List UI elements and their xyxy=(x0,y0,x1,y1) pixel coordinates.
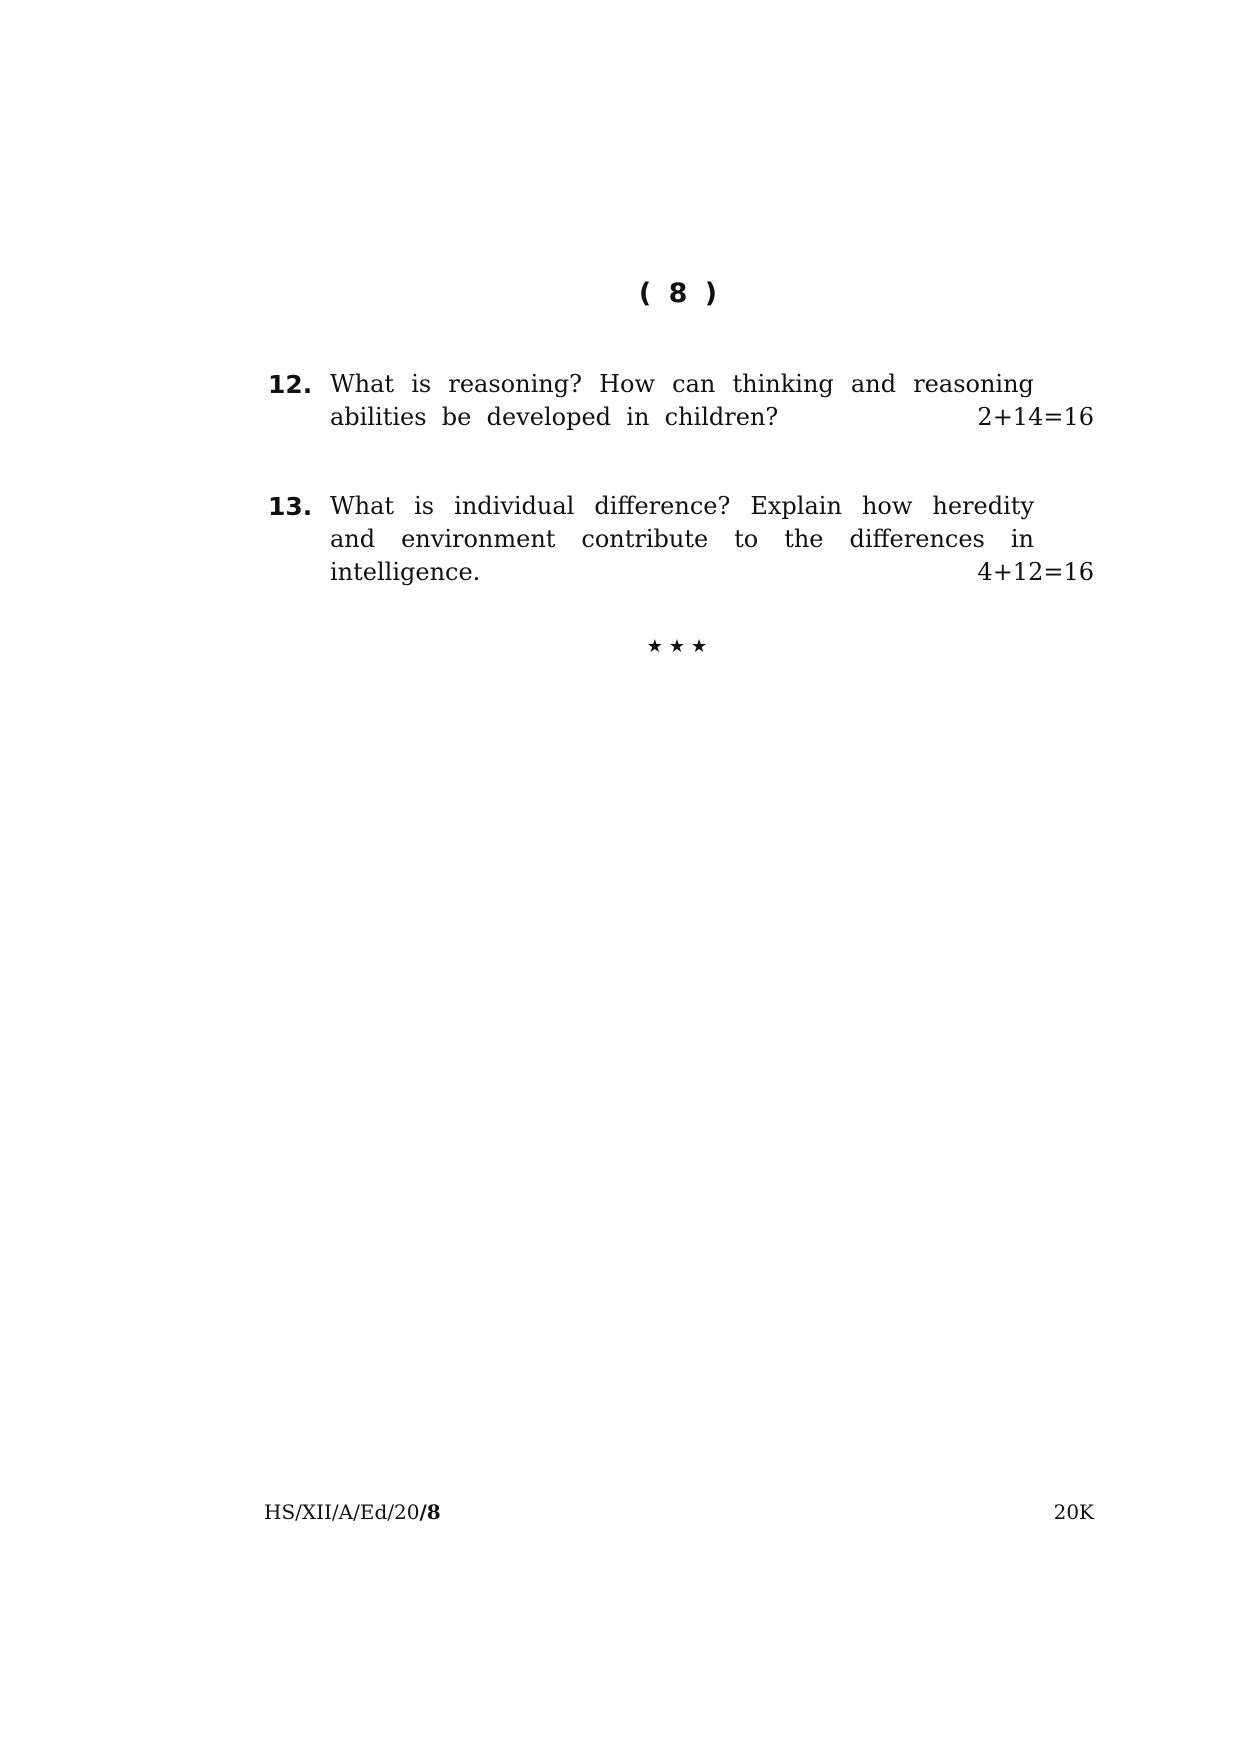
paper-code xyxy=(264,1500,441,1524)
word: Explain xyxy=(750,492,842,520)
question-line-text: abilities be developed in children? xyxy=(330,403,779,431)
end-of-paper-stars: ★★★ xyxy=(646,636,714,657)
word: What xyxy=(330,492,395,520)
word: and xyxy=(850,370,897,398)
marks: 4+12=16 xyxy=(977,558,1094,586)
question-line xyxy=(330,490,1034,523)
word: differences xyxy=(849,525,985,553)
question-number: 12. xyxy=(268,370,313,399)
word: to xyxy=(734,525,759,553)
word: What xyxy=(330,370,395,398)
word: thinking xyxy=(732,370,834,398)
paper-code-suffix: /8 xyxy=(419,1500,441,1524)
question-line xyxy=(330,401,1094,434)
print-count: 20K xyxy=(1053,1500,1094,1524)
word: environment xyxy=(401,525,556,553)
question-line xyxy=(330,368,1034,401)
question-line-text: intelligence. xyxy=(330,558,481,586)
marks: 2+14=16 xyxy=(977,403,1094,431)
word: is xyxy=(414,492,435,520)
word: contribute xyxy=(581,525,709,553)
word: and xyxy=(330,525,376,553)
question-line xyxy=(330,556,1094,589)
question-line xyxy=(330,523,1034,556)
word: reasoning? xyxy=(448,370,582,398)
question-text xyxy=(330,368,1094,434)
page-number: ( 8 ) xyxy=(638,278,722,309)
question-text xyxy=(330,490,1094,589)
word: can xyxy=(672,370,716,398)
word: individual xyxy=(454,492,575,520)
word: the xyxy=(784,525,824,553)
question-number: 13. xyxy=(268,492,313,521)
word: difference? xyxy=(594,492,731,520)
word: reasoning xyxy=(913,370,1034,398)
word: heredity xyxy=(932,492,1034,520)
paper-code-prefix: HS/XII/A/Ed/20 xyxy=(264,1500,420,1524)
word: in xyxy=(1010,525,1034,553)
word: How xyxy=(599,370,655,398)
word: how xyxy=(861,492,913,520)
word: is xyxy=(411,370,432,398)
